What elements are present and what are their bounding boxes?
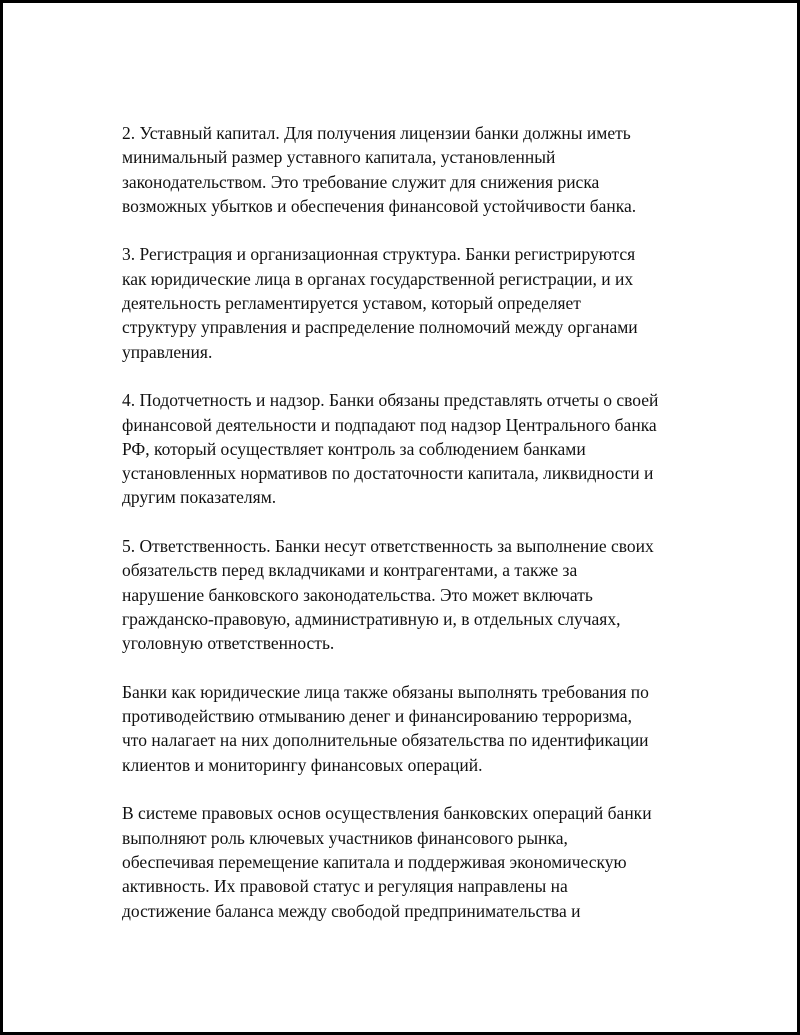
text-line: нарушение банковского законодательства. Это может включать [122, 584, 593, 605]
text-line: 2. Уставный капитал. Для получения лицензии банки должны иметь [122, 123, 631, 143]
text-line: выполняют роль ключевых участников финансового рынка, [122, 827, 568, 848]
paragraph-responsibility [122, 534, 702, 655]
text-line: уголовную ответственность. [122, 633, 335, 654]
text-line: законодательством. Это требование служит для снижения риска [122, 171, 600, 192]
text-line: В системе правовых основ осуществления банковских операций банки [122, 803, 652, 824]
text-line: достижение баланса между свободой предпринимательства и [122, 900, 581, 921]
text-line: обеспечивая перемещение капитала и поддерживая экономическую [122, 851, 627, 872]
text-line: клиентов и мониторингу финансовых операций. [122, 754, 483, 775]
text-line: другим показателям. [122, 487, 277, 508]
text-line: как юридические лица в органах государственной регистрации, и их [122, 268, 634, 289]
text-line: обязательств перед вкладчиками и контрагентами, а также за [122, 560, 578, 581]
text-line: активность. Их правовой статус и регуляция направлены на [122, 876, 568, 897]
text-line: 4. Подотчетность и надзор. Банки обязаны представлять отчеты о своей [122, 390, 659, 411]
text-line: Банки как юридические лица также обязаны выполнять требования по [122, 681, 649, 702]
text-line: гражданско-правовую, административную и, в отдельных случаях, [122, 608, 621, 629]
document-text-body [122, 121, 702, 947]
text-line: структуру управления и распределение полномочий между органами [122, 317, 638, 338]
paragraph-aml-requirements [122, 680, 702, 777]
text-line: возможных убытков и обеспечения финансовой устойчивости банка. [122, 195, 637, 216]
paragraph-registration-structure [122, 242, 702, 363]
text-line: минимальный размер уставного капитала, установленный [122, 147, 556, 168]
text-line: деятельность регламентируется уставом, который определяет [122, 293, 581, 314]
text-line: 3. Регистрация и организационная структура. Банки регистрируются [122, 244, 636, 265]
text-line: управления. [122, 341, 213, 362]
text-line: 5. Ответственность. Банки несут ответственность за выполнение своих [122, 536, 654, 557]
text-line: финансовой деятельности и подпадают под надзор Центрального банка [122, 414, 657, 435]
paragraph-legal-system-role [122, 801, 702, 922]
text-line: установленных нормативов по достаточности капитала, ликвидности и [122, 463, 654, 484]
paragraph-reporting-supervision [122, 388, 702, 509]
text-line: РФ, который осуществляет контроль за соблюдением банками [122, 438, 586, 459]
text-line: что налагает на них дополнительные обязательства по идентификации [122, 730, 649, 751]
paragraph-charter-capital [122, 121, 702, 218]
text-line: противодействию отмыванию денег и финансированию терроризма, [122, 706, 632, 727]
